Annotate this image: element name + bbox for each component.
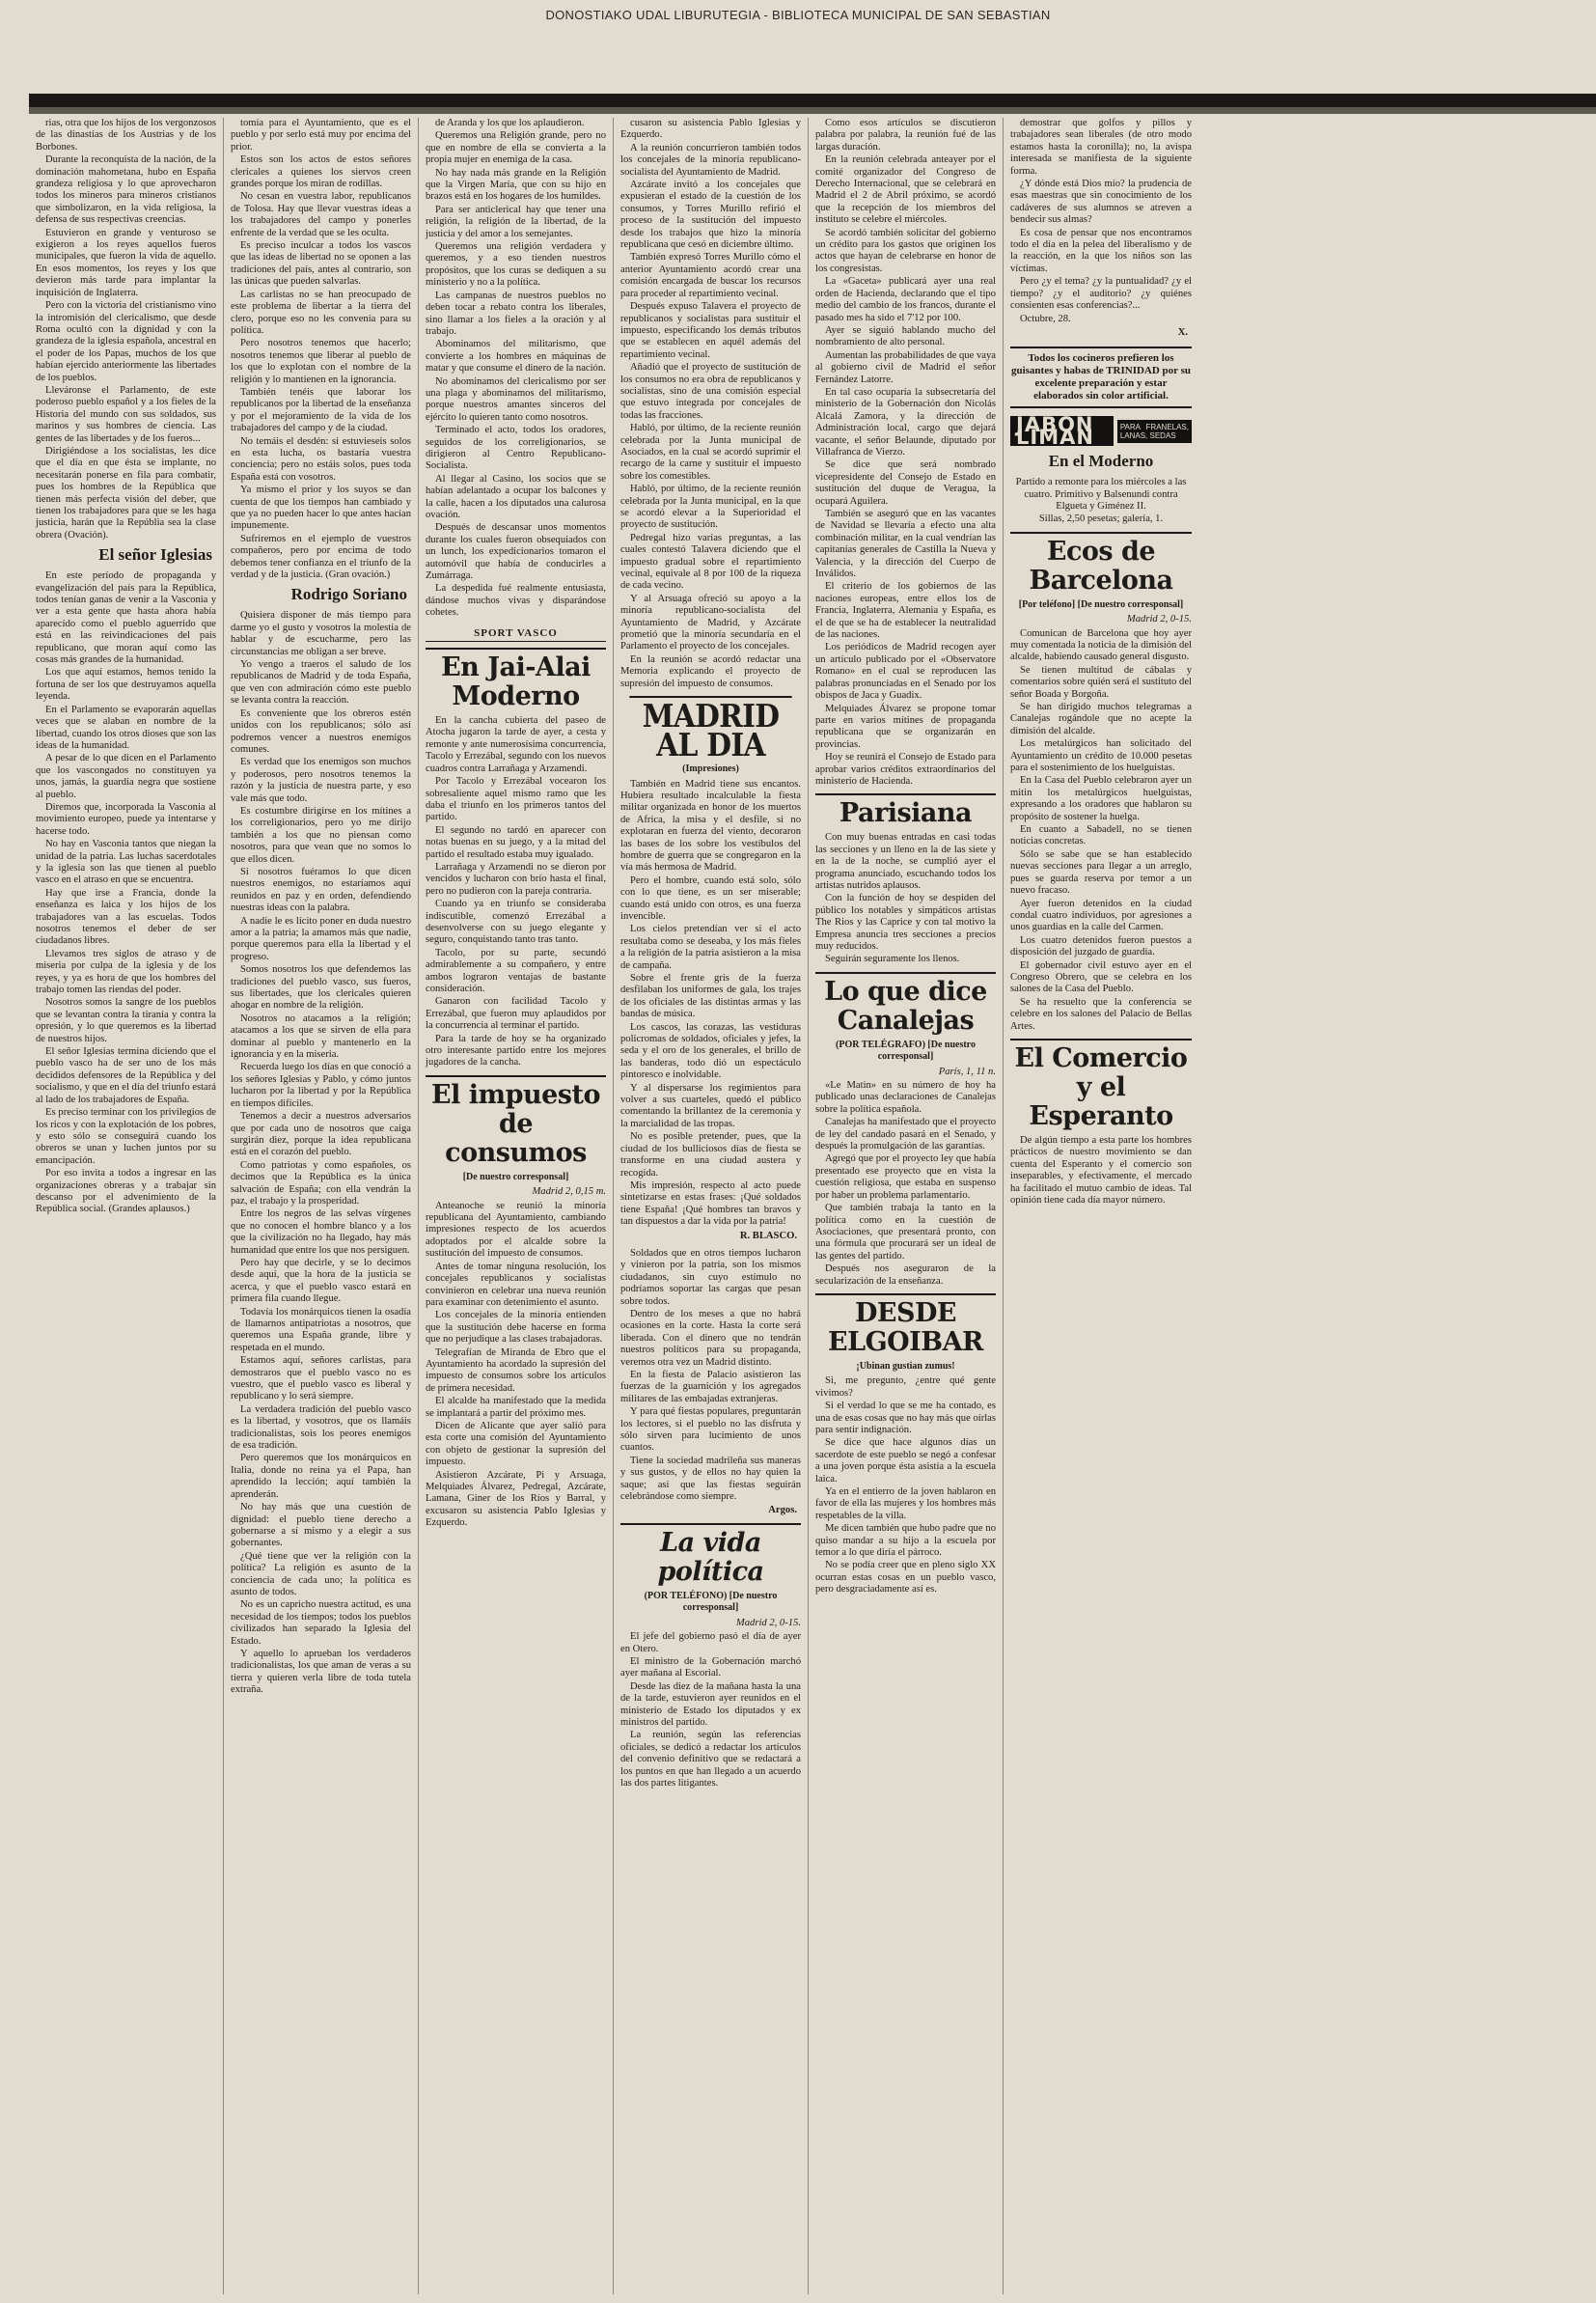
- paragraph: Las campanas de nuestros pueblos no deben tocar a rebato contra los liberales, sino llamar a los fieles a la oración y al trabajo.: [426, 290, 606, 337]
- col2-body: [231, 118, 411, 581]
- paragraph: Y aquello lo aprueban los verdaderos tradicionalistas, los que aman de veras a su tierra y quieren verla libre de toda tutela extraña.: [231, 1648, 411, 1696]
- paragraph: Como patriotas y como españoles, os decimos que la República es la única salvación de España; con ella vendrán la paz, el trabajo y la prosperidad.: [231, 1159, 411, 1207]
- paragraph: Con muy buenas entradas en casi todas las secciones y un lleno en la de las siete y en la de la noche, se cumplió ayer el programa anunciado, escuchando todos los artistas nutridos aplausos.: [815, 832, 996, 891]
- paragraph: Es preciso inculcar a todos los vascos que las ideas de libertad no se oponen a las tradiciones del país, antes al contrario, son las únicas que pueden salvarlas.: [231, 240, 411, 288]
- paragraph: Pero hay que decirle, y se lo decimos desde aquí, que la hora de la justicia se acerca, y que el pueblo vasco estará en primera fila cuando llegue.: [231, 1257, 411, 1305]
- headline-elgoibar: DESDE ELGOIBAR: [815, 1293, 996, 1357]
- subhead-madrid: (Impresiones): [682, 763, 739, 775]
- advert-brand-side: PARA FRANELAS, LANAS, SEDAS: [1117, 420, 1192, 443]
- paragraph: Y al Arsuaga ofreció su apoyo a la minoría republicano-socialista del Ayuntamiento de Madrid, y Azcárate prometió que la minoría secundaría en el Parlamento el proyecto de los concejales.: [620, 593, 801, 652]
- column-4: [614, 118, 809, 2294]
- paragraph: Durante la reconquista de la nación, de la dominación mahometana, hubo en España grandeza religiosa y lo que aprovecharon todos los mineros para mineros cristianos que simbolizaron, en la vida religiosa, la defensa de sus respectivas creencias.: [36, 154, 216, 226]
- paragraph: ¿Y dónde está Dios mío? la prudencia de esas maestras que sin conocimiento de los cadáveres de sus alumnos se atreven a bendecir sus almas?: [1010, 179, 1192, 226]
- headline-vida-politica: La vida política: [620, 1523, 801, 1587]
- paragraph: Sobre el frente gris de la fuerza desfilaban los uniformes de gala, los trajes de los oficiales de las distintas armas y las bandas de música.: [620, 973, 801, 1020]
- paragraph: Desde las diez de la mañana hasta la una de la tarde, estuvieron ayer reunidos en el ministerio de Estado los diputados y ex ministros del partido.: [620, 1680, 801, 1728]
- paragraph: La reunión, según las referencias oficiales, se dedicó a redactar los artículos del convenio definitivo que se redactará a los puntos en que han llegado a un acuerdo las dos partes litigantes.: [620, 1730, 801, 1789]
- paragraph: Quisiera disponer de más tiempo para darme yo el gusto y vosotros la molestia de hablar y de escucharme, pero las circunstancias me obligan a ser breve.: [231, 610, 411, 657]
- paragraph: El gobernador civil estuvo ayer en el Congreso Obrero, que se celebra en los salones de la Casa del Pueblo.: [1010, 959, 1192, 995]
- paragraph: rias, otra que los hijos de los vergonzosos de las dinastías de los Austrias y de los Borbones.: [36, 118, 216, 153]
- paragraph: No hay nada más grande en la Religión que la Virgen María, que con su hijo en brazos está en los hogares de los humildes.: [426, 167, 606, 203]
- col2-body-2: [231, 610, 411, 1696]
- paragraph: Se ha resuelto que la conferencia se celebre en los salones del Palacio de Bellas Artes.: [1010, 996, 1192, 1032]
- paragraph: Hay que irse a Francia, donde la enseñanza es laica y los hijos de los trabajadores van a las escuelas. Todos nosotros tenemos el deber de ser ciudadanos libres.: [36, 887, 216, 947]
- signature-x: X.: [1177, 326, 1188, 338]
- paragraph: En el Parlamento se evaporarán aquellas veces que se alaban en nombre de la libertad, cuando los otros dioses que son las ideas de la humanidad.: [36, 704, 216, 751]
- paragraph: Ya en el entierro de la joven hablaron en favor de ella las mujeres y los hombres más respetables de la villa.: [815, 1486, 996, 1521]
- paragraph: Nosotros somos la sangre de los pueblos que se levantan contra la tiranía y contra la opresión, y lo que queremos es la libertad de nuestros hijos.: [36, 997, 216, 1044]
- paragraph: No hay más que una cuestión de dignidad: el pueblo tiene derecho a gobernarse a sí mismo y a elegir a sus gobernantes.: [231, 1502, 411, 1549]
- headline-madrid-al-dia: MADRID AL DIA: [629, 696, 791, 760]
- paragraph: En la reunión celebrada anteayer por el comité organizador del Congreso de Derecho Internacional, que se celebrará en Madrid el 2 de Abril próximo, se acordó que la recepción de los miembros del instituto se celebre el miércoles.: [815, 154, 996, 226]
- paragraph: No hay en Vasconia tantos que niegan la unidad de la patria. Las luchas sacerdotales y la iglesia son las que tienen al pueblo vasco en el atraso en que se encuentra.: [36, 839, 216, 886]
- paragraph: También expresó Torres Murillo cómo el anterior Ayuntamiento acordó crear una comisión encargada de buscar los recursos para proceder al repartimiento vecinal.: [620, 252, 801, 299]
- paragraph: Pero queremos que los monárquicos en Italia, donde no reina ya el Papa, han aprendido la lección; aquí también la aprenderán.: [231, 1453, 411, 1500]
- paragraph: Los cielos pretendían ver si el acto resultaba como se deseaba, y los más fieles a la religión de la patria asistieron a la misa de campaña.: [620, 924, 801, 971]
- headline-consumos: El impuesto de consumos: [426, 1075, 606, 1168]
- column-3: [419, 118, 614, 2294]
- paragraph: Por Tacolo y Errezábal vocearon los sobresaliente aquel mismo ramo que les daba el triunfo en los primeros tantos del partido.: [426, 776, 606, 823]
- paragraph: Larrañaga y Arzamendi no se dieron por vencidos y lucharon con brío hasta el final, pero no pudieron con la pareja contraria.: [426, 861, 606, 897]
- paragraph: Entre los negros de las selvas vírgenes que no conocen el hombre blanco y a los que la civilización no ha llegado, hay más humanidad que entre los que nos persiguen.: [231, 1208, 411, 1256]
- paragraph: Los cascos, las corazas, las vestiduras policromas de soldados, oficiales y jefes, la seda y el oro de los generales, el brillo de las banderas, todo dió un espectáculo pintoresco e inolvidable.: [620, 1021, 801, 1081]
- paragraph: Asistieron Azcárate, Pi y Arsuaga, Melquiades Álvarez, Pedregal, Azcárate, Lamana, Giner de los Ríos y Barral, y excusaron su asistencia Pablo Iglesias y Ezquerdo.: [426, 1469, 606, 1529]
- column-5: [809, 118, 1004, 2294]
- paragraph: El ministro de la Gobernación marchó ayer mañana al Escorial.: [620, 1655, 801, 1679]
- paragraph: Sillas, 2,50 pesetas; galería, 1.: [1038, 513, 1164, 525]
- paragraph: No se podía creer que en pleno siglo XX ocurran estas cosas en un pueblo vasco, pero desgraciadamente así es.: [815, 1560, 996, 1595]
- paragraph: En la cancha cubierta del paseo de Atocha jugaron la tarde de ayer, a cesta y remonte y ante numerosísima concurrencia, Tacolo y Errezábal, segundo con los nuevos cuadros contra Larrañaga y Arzamendi.: [426, 715, 606, 774]
- paragraph: También en Madrid tiene sus encantos. Hubiera resultado incalculable la fiesta militar organizada en honor de los muertos de Africa, la misa y el desfile, si no explotaran en fuerza del viento, decoraron las bases de los sobre los vestíbulos del hombre de guerra que se congregaron en la vía más hermosa de Madrid.: [620, 778, 801, 874]
- paragraph: En tal caso ocuparía la subsecretaría del ministerio de la Gobernación don Nicolás Alcalá Zamora, y la dirección de Administración local, cargo que dejará vacante, el señor Belaunde, diputado por Villafranca de Vierzo.: [815, 386, 996, 458]
- paragraph: El criterio de los gobiernos de las naciones europeas, entre ellos los de Francia, Inglaterra, Alemania y España, es el de que se ha de establecer la neutralidad de las naciones.: [815, 581, 996, 641]
- paragraph: Azcárate invitó a los concejales que expusieran el estado de la cuestión de los consumos, y Torres Murillo refirió el proceso de la sustitución del impuesto desde los trabajos que hizo la minoría republicana que cesó en diciembre último.: [620, 180, 801, 251]
- paragraph: Y para qué fiestas populares, preguntarán los lectores, si el pueblo no las disfruta y sólo sirven para lucimiento de unos cuantos.: [620, 1406, 801, 1454]
- headline-soriano: Rodrigo Soriano: [290, 585, 407, 604]
- paragraph: Somos nosotros los que defendemos las tradiciones del pueblo vasco, sus fueros, sus libertades, que los clericales quieren ahogar en nombre de la religión.: [231, 964, 411, 1012]
- paragraph: El alcalde ha manifestado que la medida se implantará a partir del próximo mes.: [426, 1396, 606, 1419]
- col4-body: [620, 118, 801, 690]
- paragraph: Pero ¿y el tema? ¿y la puntualidad? ¿y el tiempo? ¿y el auditorio? ¿y quiénes consienten esas conferencias?...: [1010, 276, 1192, 312]
- paragraph: La verdadera tradición del pueblo vasco es la libertad, y vosotros, que os llamáis tradicionalistas, sois los peores enemigos de esa tradición.: [231, 1403, 411, 1452]
- subhead-elgoibar: ¡Ubinan gustian zumus!: [856, 1360, 955, 1372]
- col5-body: [815, 118, 996, 788]
- paragraph: En la fiesta de Palacio asistieron las fuerzas de la guarnición y los agregados militares de las embajadas extranjeras.: [620, 1370, 801, 1404]
- headline-parisiana: Parisiana: [815, 793, 996, 828]
- paragraph: ¿Qué tiene que ver la religión con la política? La religión es asunto de la conciencia de cada uno; la política es asunto de todos.: [231, 1550, 411, 1597]
- paragraph: Pero el hombre, cuando está solo, sólo con lo que tiene, es un ser miserable; cuando está unido con otros, es una fuerza invencible.: [620, 874, 801, 922]
- paragraph: También tenéis que laborar los republicanos por la libertad de la enseñanza y por el mejoramiento de la vida de los trabajadores del campo y de la ciudad.: [231, 386, 411, 434]
- paragraph: Los que aquí estamos, hemos tenido la fortuna de ser los que destruyamos aquella leyenda.: [36, 667, 216, 703]
- paragraph: En la reunión se acordó redactar una Memoria explicando el proyecto de supresión del impuesto de consumos.: [620, 653, 801, 689]
- top-grey-band: [29, 107, 1596, 114]
- paragraph: Si el verdad lo que se me ha contado, es una de esas cosas que no hay más que oírlas para sentir indignación.: [815, 1401, 996, 1435]
- paragraph: No es posible pretender, pues, que la ciudad de los bulliciosos días de fiesta se transforme en una ciudad austera y recogida.: [620, 1131, 801, 1179]
- paragraph: «Le Matin» en su número de hoy ha publicado unas declaraciones de Canalejas sobre la política española.: [815, 1080, 996, 1115]
- paragraph: Para la tarde de hoy se ha organizado otro interesante partido entre los mejores jugadores de la cancha.: [426, 1033, 606, 1068]
- paragraph: Queremos una religión verdadera y queremos, y a eso tienden nuestros propósitos, que los curas se dediquen a su ministerio y no a la política.: [426, 241, 606, 289]
- col5-body-3: [815, 1080, 996, 1288]
- subhead-consumos: [De nuestro corresponsal]: [462, 1171, 569, 1182]
- paragraph: Las carlistas no se han preocupado de este problema de libertar a la tierra del clero, porque eso no les convenía para su política.: [231, 289, 411, 336]
- top-black-band: [29, 94, 1596, 107]
- paragraph: Melquiades Álvarez se propone tomar parte en varios mítines de propaganda republicana que se organizarán en provincias.: [815, 703, 996, 750]
- paragraph: De algún tiempo a esta parte los hombres prácticos de nuestro movimiento se dan cuenta del Esperanto y el comercio son inseparables, y efectivamente, el mercado ha facilitado el mutuo cambio de ideas. Tal opinión tiene cada día mayor número.: [1010, 1134, 1192, 1206]
- paragraph: de Aranda y los que los aplaudieron.: [435, 118, 585, 128]
- paragraph: Antes de tomar ninguna resolución, los concejales republicanos y socialistas convinieron en celebrar una nueva reunión para examinar con detenimiento el asunto.: [426, 1261, 606, 1308]
- columns-container: [29, 118, 1586, 2294]
- paragraph: Añadió que el proyecto de sustitución de los consumos no era obra de republicanos y socialistas, sino de una comisión especial que estuvo integrada por concejales de todas las fracciones.: [620, 362, 801, 421]
- paragraph: Me dicen también que hubo padre que no quiso mandar a su hijo a la escuela por temor a lo que diría el párroco.: [815, 1523, 996, 1559]
- col1-body: [36, 118, 216, 541]
- advert-brand: JABON LIMAN: [1010, 416, 1114, 446]
- paragraph: El señor Iglesias termina diciendo que el pueblo vasco ha de ser uno de los más decididos defensores de la República y del socialismo, y que en el día del triunfo estará al lado de los trabajadores de España.: [36, 1046, 216, 1105]
- col3-body-3: [426, 1201, 606, 1530]
- paragraph: Al llegar al Casino, los socios que se habían adelantado a ocupar los balcones y la calle, hacen a los diputados una calurosa ovación.: [426, 473, 606, 520]
- headline-esperanto: El Comercio y el Esperanto: [1010, 1039, 1192, 1131]
- paragraph: Queremos una Religión grande, pero no que en nombre de ella se convierta a la propia mujer en enemiga de la casa.: [426, 130, 606, 166]
- paragraph: Mis impresión, respecto al acto puede sintetizarse en estas frases: ¡Qué soldados tiene España! ¡Qué hombres tan bravos y tan dispuestos a dar la vida por la patria!: [620, 1179, 801, 1228]
- column-6: [1004, 118, 1198, 2294]
- paragraph: Los periódicos de Madrid recogen ayer un artículo publicado por el «Observatore Romano» en el cual se reproducen las palabras pronunciadas en el Senado por los obispos de Jaca y Guadix.: [815, 642, 996, 702]
- paragraph: Anteanoche se reunió la minoría republicana del Ayuntamiento, cambiando impresiones respecto de los acuerdos adoptados por el alcalde sobre la sustitución del impuesto de consumos.: [426, 1200, 606, 1260]
- paragraph: cusaron su asistencia Pablo Iglesias y Ezquerdo.: [620, 118, 801, 141]
- paragraph: Tacolo, por su parte, secundó admirablemente a su compañero, y entre ambos lograron ventajas de bastante consideración.: [426, 947, 606, 994]
- col3-body-2: [426, 715, 606, 1069]
- paragraph: Si nosotros fuéramos lo que dicen nuestros enemigos, no estaríamos aquí reunidos en paz y en orden, defendiendo nuestras ideas con la palabra.: [231, 866, 411, 914]
- col5-body-2: [815, 832, 996, 965]
- paragraph: Recuerda luego los días en que conoció a los señores Iglesias y Pablo, y cómo juntos lucharon por la libertad y por la República en tiempos difíciles.: [231, 1062, 411, 1109]
- col1-body-2: [36, 570, 216, 1216]
- paragraph: Es conveniente que los obreros estén unidos con los republicanos; sólo así podremos vencer a nuestros enemigos comunes.: [231, 708, 411, 755]
- library-header: DONOSTIAKO UDAL LIBURUTEGIA - BIBLIOTECA MUNICIPAL DE SAN SEBASTIAN: [545, 8, 1051, 22]
- paragraph: En cuanto a Sabadell, no se tienen noticias concretas.: [1010, 824, 1192, 847]
- headline-canalejas: Lo que dice Canalejas: [815, 972, 996, 1036]
- paragraph: Estuvieron en grande y venturoso se exigieron a los reyes aquellos fueros municipales, que fueron la vida de aquello. En esos momentos, los reyes y los que devieron más tarde para implantar la inquisición de Inglaterra.: [36, 227, 216, 298]
- headline-en-el-moderno: En el Moderno: [1048, 452, 1154, 471]
- paragraph: Con la función de hoy se despiden del público los notables y simpáticos artistas The Rios y las Caprice y con tal motivo la Empresa anuncia tres secciones a precios muy reducidos.: [815, 893, 996, 952]
- paragraph: También se aseguró que en las vacantes de Navidad se llevaría a efecto una alta combinación militar, en la cual vendrían las capitanías generales de Castilla la Nueva y Valencia, y la dirección del Cuerpo de Inválidos.: [815, 509, 996, 580]
- paragraph: Terminado el acto, todos los oradores, seguidos de los correligionarios, se dirigieron al Centro Republicano-Socialista.: [426, 425, 606, 472]
- paragraph: Pero nosotros tenemos que hacerlo; nosotros tenemos que liberar al pueblo de los que lo explotan con el nombre de la religión y lo mantienen en la ignorancia.: [231, 338, 411, 385]
- headline-ecos-barcelona: Ecos de Barcelona: [1010, 532, 1192, 596]
- paragraph: No cesan en vuestra labor, republicanos de Tolosa. Hay que llevar vuestras ideas a los trabajadores del campo y ponerles enfrente de la verdad que se les oculta.: [231, 191, 411, 238]
- dateline-vida-politica: Madrid 2, 0-15.: [735, 1617, 801, 1628]
- paragraph: Los concejales de la minoría entienden que la sustitución debe hacerse en forma que no perjudique a las clases trabajadoras.: [426, 1310, 606, 1346]
- paragraph: Se dice que será nombrado vicepresidente del Consejo de Estado en sustitución del duque de Veragua, la ocupará Aguilera.: [815, 459, 996, 507]
- section-tag-sport: SPORT VASCO: [426, 627, 606, 642]
- paragraph: Es costumbre dirigirse en los mítines a los correligionarios, pero yo me dirijo también a los que no piensan como nosotros, para que vean que no somos lo que ellos dicen.: [231, 805, 411, 865]
- paragraph: Ya mismo el prior y los suyos se dan cuenta de que los tiempos han cambiado y que ya no pueden hacer lo que antes hacían impunemente.: [231, 485, 411, 532]
- paragraph: Diremos que, incorporada la Vasconia al movimiento europeo, puede ya intentarse y hacerse todo.: [36, 801, 216, 837]
- paragraph: Estos son los actos de estos señores clericales a quienes los siervos creen grandes porque los miran de rodillas.: [231, 154, 411, 190]
- paragraph: demostrar que golfos y pillos y trabajadores sean liberales (de otro modo estamos hasta la coronilla); no, la avispa interesada se manifiesta de la siguiente forma.: [1010, 118, 1192, 177]
- paragraph: En la Casa del Pueblo celebraron ayer un mitin los metalúrgicos huelguistas, expresando a los oradores que hablaron su propósito de sostener la huelga.: [1010, 775, 1192, 822]
- col4-body-2: [620, 779, 801, 1229]
- paragraph: Es cosa de pensar que nos encontramos todo el día en la pelea del liberalismo y de la reacción, en la que los niños son las víctimas.: [1010, 227, 1192, 274]
- paragraph: Lleváronse el Parlamento, de este poderoso pueblo español y a los fieles de la Historia del mundo con sus soldados, sus marinos y sus hombres de ciencia. Las gentes de las libertades y de los fueros...: [36, 384, 216, 444]
- paragraph: Para ser anticlerical hay que tener una religión, la religión de la libertad, de la justicia y del amor a los semejantes.: [426, 204, 606, 239]
- paragraph: A nadie le es lícito poner en duda nuestro amor a la patria; la amamos más que nadie, porque queremos para ella la libertad y el progreso.: [231, 915, 411, 962]
- paragraph: Partido a remonte para los miércoles a las cuatro. Primitivo y Balsenundi contra Elgueta y Giménez II.: [1015, 477, 1187, 512]
- advert-jabon-liman: [1010, 413, 1192, 449]
- paragraph: Pedregal hizo varias preguntas, a las cuales contestó Talavera diciendo que el impuesto gradual sobre el repartimiento vecinal, equivale al 8 por 100 de la riqueza de cada vecino.: [620, 532, 801, 592]
- paragraph: El segundo no tardó en aparecer con notas buenas en su juego, y a la mitad del partido el resultado estaba muy igualado.: [426, 824, 606, 860]
- paragraph: A la reunión concurrieron también todos los concejales de la minoría republicano-socialista del Ayuntamiento de Madrid.: [620, 142, 801, 178]
- paragraph: Dicen de Alicante que ayer salió para esta corte una comisión del Ayuntamiento con objeto de gestionar la supresión del impuesto.: [426, 1420, 606, 1468]
- paragraph: Por eso invita a todos a ingresar en las organizaciones obreras y a trabajar sin descanso por el advenimiento de la República social. (Grandes aplausos.): [36, 1168, 216, 1215]
- paragraph: Como esos artículos se discutieron palabra por palabra, la reunión fué de las largas duración.: [815, 118, 996, 153]
- signature-argos: Argos.: [768, 1505, 797, 1516]
- col4-body-3: [620, 1248, 801, 1504]
- paragraph: Telegrafían de Miranda de Ebro que el Ayuntamiento ha acordado la supresión del impuesto de consumos sobre los artículos de primera necesidad.: [426, 1346, 606, 1394]
- column-1: [29, 118, 224, 2294]
- paragraph: Los cuatro detenidos fueron puestos a disposición del juzgado de guardia.: [1010, 934, 1192, 958]
- paragraph: Cuando ya en triunfo se consideraba indiscutible, comenzó Errezábal a desenvolverse con su juego elegante y seguro, conquistando tanto tras tanto.: [426, 899, 606, 946]
- paragraph: Aumentan las probabilidades de que vaya al gobierno civil de Madrid el señor Fernández Latorre.: [815, 349, 996, 385]
- paragraph: Estamos aquí, señores carlistas, para demostraros que el pueblo vasco no es vuestro, que el pueblo vasco es liberal y republicano y lo será siempre.: [231, 1355, 411, 1402]
- paragraph: Después de descansar unos momentos durante los cuales fueron obsequiados con un lunch, los expedicionarios tomaron el automóvil que había de conducirles a Zumárraga.: [426, 522, 606, 582]
- col3-body: [426, 118, 606, 620]
- paragraph: Es preciso terminar con los privilegios de los ricos y con la explotación de los pobres, y esto sólo se conseguirá cuando los obreros se unan y luchen juntos por su emancipación.: [36, 1107, 216, 1166]
- subhead-ecos: [Por teléfono] [De nuestro corresponsal]: [1018, 598, 1184, 610]
- paragraph: No temáis el desdén: si estuvieseis solos en esta lucha, os bastaría vuestra conciencia; pero no estáis solos, pues toda España está con vosotros.: [231, 435, 411, 483]
- paragraph: En este período de propaganda y evangelización del país para la República, todos tenían ganas de venir a la Vasconia y ver a esta gente que hasta ahora había aparecido como el pueblo aguerrido que está en las reivindicaciones del país republicano, que moran aquí como las cosas más grandes de la humanidad.: [36, 570, 216, 666]
- paragraph: Soldados que en otros tiempos lucharon y vinieron por la patria, son los mismos ciudadanos, sin cuyo estímulo no podríamos soportar las cargas que pesan sobre todos.: [620, 1247, 801, 1307]
- paragraph: Después nos aseguraron de la secularización de la enseñanza.: [815, 1263, 996, 1287]
- paragraph: Después expuso Talavera el proyecto de republicanos y socialistas para sustituir el impuesto, especificando los demás tributos que se establecen en aquél además del repartimiento vecinal.: [620, 301, 801, 360]
- paragraph: Octubre, 28.: [1020, 313, 1071, 324]
- col6-body-3: [1010, 1135, 1192, 1207]
- advert-trinidad: Todos los cocineros prefieren los guisantes y habas de TRINIDAD por su excelente preparación y estar elaborados sin color artificial.: [1010, 347, 1192, 408]
- paragraph: A pesar de lo que dicen en el Parlamento que los vascongados no constituyen ya unos, jamás, la guardia negra que sostiene al pueblo.: [36, 753, 216, 800]
- paragraph: Se acordó también solicitar del gobierno un crédito para los gastos que originen los actos que hayan de celebrarse en honor de los congresistas.: [815, 227, 996, 274]
- paragraph: Ayer fueron detenidos en la ciudad condal cuatro individuos, por agresiones a unos guardias en la calle del Carmen.: [1010, 898, 1192, 933]
- paragraph: Todavía los monárquicos tienen la osadía de llamarnos antipatriotas a nosotros, que queremos una España grande, libre y respetada en el mundo.: [231, 1306, 411, 1353]
- paragraph: Yo vengo a traeros el saludo de los republicanos de Madrid y de toda España, que ven con admiración cómo este pueblo se levanta contra la reacción.: [231, 659, 411, 707]
- paragraph: Los metalúrgicos han solicitado del Ayuntamiento un crédito de 10.000 pesetas para el sostenimiento de los huelguistas.: [1010, 738, 1192, 774]
- dateline-consumos: Madrid 2, 0,15 m.: [532, 1186, 606, 1198]
- paragraph: No es un capricho nuestra actitud, es una necesidad de los tiempos; todos los pueblos civilizados han separado la Iglesia del Estado.: [231, 1599, 411, 1647]
- paragraph: La despedida fué realmente entusiasta, dándose muchos vivas y disparándose cohetes.: [426, 583, 606, 619]
- paragraph: Si, me pregunto, ¿entre qué gente vivimos?: [815, 1375, 996, 1399]
- paragraph: Pero con la victoria del cristianismo vino la intromisión del clericalismo, que desde Roma ocultó con la dignidad y con la grandeza de la iglesia española, ancestral en el poder de los Papas, muchos de los que habían ejercido anteriormente las libertades de los pueblos.: [36, 300, 216, 383]
- paragraph: Dirigiéndose a los socialistas, les dice que el día en que ésta se implante, no necesitarán ponerse en fila para combatir, pues los hombres de la República que tienen más perfecta visión del deber, que tienen los trabajadores para que se les haga justicia, harán que la Repúblia sea la clase obrera (Ovación).: [36, 445, 216, 541]
- signature-blasco: R. BLASCO.: [739, 1230, 797, 1241]
- paragraph: Ayer se siguió hablando mucho del nombramiento de alto personal.: [815, 324, 996, 348]
- column-2: [224, 118, 419, 2294]
- paragraph: Hoy se reunirá el Consejo de Estado para aprobar varios créditos extraordinarios del ministerio de Hacienda.: [815, 752, 996, 787]
- paragraph: Es verdad que los enemigos son muchos y poderosos, pero nosotros tenemos la razón y la justicia de nuestra parte, y eso vale más que todo.: [231, 757, 411, 804]
- paragraph: Ganaron con facilidad Tacolo y Errezábal, que fueron muy aplaudidos por la concurrencia al terminar el partido.: [426, 996, 606, 1032]
- headline-iglesias: El señor Iglesias: [98, 545, 212, 565]
- paragraph: Canalejas ha manifestado que el proyecto de ley del candado pasará en el Senado, y después la promulgación de las garantías.: [815, 1117, 996, 1152]
- paragraph: Comunican de Barcelona que hoy ayer muy comentada la noticia de la dimisión del alcalde, habiendo causado general disgusto.: [1010, 627, 1192, 663]
- paragraph: tomía para el Ayuntamiento, que es el pueblo y por serlo está muy por encima del prior.: [231, 118, 411, 153]
- paragraph: Se han dirigido muchos telegramas a Canalejas rogándole que no acepte la dimisión del alcalde.: [1010, 702, 1192, 736]
- paragraph: Se tienen multitud de cábalas y comentarios sobre quién será el sustituto del señor Boada y Borgoña.: [1010, 664, 1192, 700]
- paragraph: Sólo se sabe que se han establecido nuevas secciones para llegar a un arreglo, pues se guarda reserva por temor a un nuevo fracaso.: [1010, 848, 1192, 897]
- paragraph: El jefe del gobierno pasó el día de ayer en Otero.: [620, 1631, 801, 1654]
- col4-body-4: [620, 1631, 801, 1790]
- dateline-canalejas: París, 1, 11 n.: [938, 1066, 996, 1077]
- paragraph: Abominamos del militarismo, que convierte a los hombres en máquinas de matar y que consume el dinero de la nación.: [426, 339, 606, 375]
- paragraph: No abominamos del clericalismo por ser una plaga y abominamos del militarismo, porque nuestros amantes sinceros del ejército lo quieren tanto como nosotros.: [426, 375, 606, 423]
- paragraph: La «Gaceta» publicará ayer una real orden de Hacienda, declarando que el tipo medio del cambio de los francos, durante el pasado mes ha sido el 7'12 por 100.: [815, 276, 996, 323]
- paragraph: Habló, por último, de la reciente reunión celebrada por la Junta municipal, en la que se acordó elevar a la Superioridad el proyecto de sustitución.: [620, 484, 801, 531]
- headline-jai-alai: En Jai-Alai Moderno: [426, 648, 606, 711]
- paragraph: Que también trabaja la tanto en la política como en la cuestión de Asociaciones, que presentará pronto, con una fórmula que procurará ser un ideal de las gentes del partido.: [815, 1203, 996, 1262]
- subhead-canalejas: (POR TELÉGRAFO) [De nuestro corresponsal]: [836, 1039, 976, 1063]
- paragraph: Habló, por último, de la reciente reunión celebrada por la Junta municipal de Asociados, en la cual se acordó suprimir el recargo de la carne y sustituir el impuesto sobre los comestibles.: [620, 423, 801, 482]
- paragraph: Tiene la sociedad madrileña sus maneras y sus gustos, y de ellos no hay quien la saque; así que las fiestas seguirán celebrándose como siempre.: [620, 1455, 801, 1503]
- paragraph: Se dice que hace algunos días un sacerdote de este pueblo se negó a confesar a una joven porque ésta asistía a la escuela laica.: [815, 1437, 996, 1484]
- col6-body: [1010, 118, 1192, 325]
- paragraph: Agregó que por el proyecto ley que había presentado ese proyecto que en vista la cuestión religiosa, que estaba en suspenso por haber un problema parlamentario.: [815, 1153, 996, 1201]
- paragraph: Nosotros no atacamos a la religión; atacamos a los que se sirven de ella para dominar al pueblo y mantenerlo en la ignorancia y en la miseria.: [231, 1013, 411, 1061]
- paragraph: Sufriremos en el ejemplo de vuestros compañeros, pero por encima de todo debemos tener confianza en el triunfo de la verdad y de la justicia. (Gran ovación.): [231, 533, 411, 581]
- subhead-vida-politica: (POR TELÉFONO) [De nuestro corresponsal]: [644, 1590, 778, 1614]
- paragraph: Y al dispersarse los regimientos para volver a sus cuarteles, quedó el público comentando la brillantez de la ceremonia y la marcialidad de las tropas.: [620, 1082, 801, 1129]
- moderno-lines: [1010, 477, 1192, 526]
- paragraph: Llevamos tres siglos de atraso y de miseria por culpa de la iglesia y de los reyes, y ya es hora de que los hombres del trabajo tomen las riendas del poder.: [36, 948, 216, 996]
- dateline-ecos: Madrid 2, 0-15.: [1126, 614, 1192, 625]
- paragraph: Dentro de los meses a que no habrá ocasiones en la corte. Hasta la corte será liberada. Con el dinero que no tendrán nuestros políticos para su propaganda, veremos otra vez un Madrid distinto.: [620, 1308, 801, 1368]
- col6-body-2: [1010, 628, 1192, 1033]
- col5-body-4: [815, 1375, 996, 1595]
- paragraph: Seguirán seguramente los llenos.: [825, 954, 960, 965]
- paragraph: Tenemos a decir a nuestros adversarios que por cada uno de nosotros que caiga surgirán diez, porque la idea republicana está en el corazón del pueblo.: [231, 1111, 411, 1158]
